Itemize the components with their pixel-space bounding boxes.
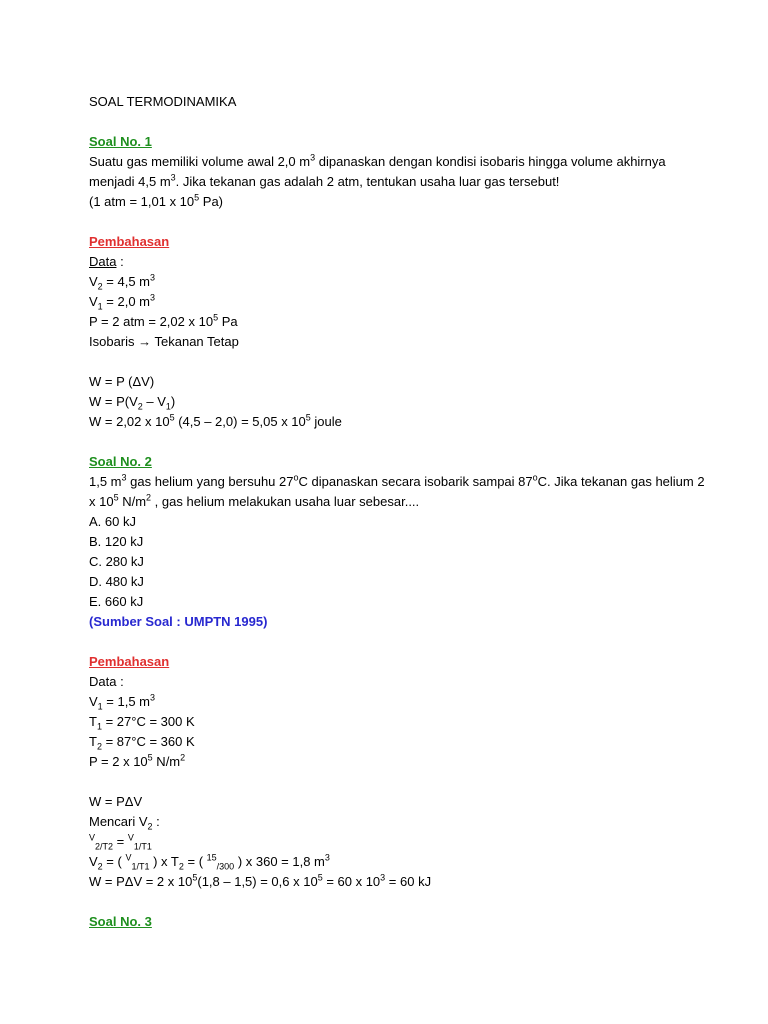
pembahasan-2-ratio: $^V_{2/T2}$ = $^V_{1/T1}$ xyxy=(89,832,152,852)
soal-2-option-c: C. 280 kJ xyxy=(89,554,144,569)
soal-2-option-a: A. 60 kJ xyxy=(89,514,136,529)
pembahasan-2-data-label: Data : xyxy=(89,674,124,689)
soal-2-source: (Sumber Soal : UMPTN 1995) xyxy=(89,614,268,629)
soal-1-line-3: (1 atm = 1,01 x $10^5$ Pa) xyxy=(89,192,224,209)
soal-3-heading: Soal No. 3 xyxy=(89,914,152,929)
soal-2-line-1: 1,5 $m^3$ gas helium yang bersuhu 27$^o$C dipanaskan secara isobarik sampai 87$^o$C. Jika tekanan gas helium 2 xyxy=(89,472,705,489)
document-page xyxy=(89,92,729,932)
soal-2-option-b: B. 120 kJ xyxy=(89,534,144,549)
soal-1-line-2: menjadi 4,5 $m^3$. Jika tekanan gas adalah 2 atm, tentukan usaha luar gas tersebut! xyxy=(89,172,560,189)
pembahasan-2-heading: Pembahasan xyxy=(89,654,170,669)
pembahasan-1-work-step: $W = P(V_2 - V_1)$ xyxy=(89,394,176,412)
pembahasan-2-mencari: Mencari $V_2$ : xyxy=(89,814,160,832)
soal-1-line-1: Suatu gas memiliki volume awal 2,0 $m^3$ dipanaskan dengan kondisi isobaris hingga volume akhirnya xyxy=(89,152,666,169)
soal-2-option-d: D. 480 kJ xyxy=(89,574,144,589)
pembahasan-1-pressure: P = 2 atm = 2,02 x $10^5$ Pa xyxy=(89,312,238,329)
soal-1-heading: Soal No. 1 xyxy=(89,134,152,149)
pembahasan-1-heading: Pembahasan xyxy=(89,234,170,249)
pembahasan-2-t2: $T_2 = 87^\circ C = 360$ K xyxy=(89,734,195,752)
pembahasan-2-v2-calc: $V_2$ = ( $^V_{1/T1}$ ) x $T_2$ = ( $^{15}_{/300}$ ) x 360 = 1,8 $m^3$ xyxy=(89,852,330,872)
soal-2-line-2: x $10^5$ $N/m^2$ , gas helium melakukan usaha luar sebesar.... xyxy=(89,492,420,509)
soal-2-option-e: E. 660 kJ xyxy=(89,594,144,609)
pembahasan-1-work-formula: W = P (ΔV) xyxy=(89,374,155,389)
pembahasan-2-pressure: P = 2 x $10^5$ $N/m^2$ xyxy=(89,752,186,769)
pembahasan-2-work-result: W = PΔV = 2 x $10^5(1,8 - 1,5) = 0,6$ x $10^5 = 60$ x $10^3 = 60$ kJ xyxy=(89,872,432,889)
pembahasan-1-v2: $V_2 = 4,5$ $m^3$ xyxy=(89,272,156,292)
pembahasan-1-data-label: Data : xyxy=(89,254,124,269)
pembahasan-1-work-result: W = 2,02 x $10^5$ (4,5 – 2,0) = 5,05 x $10^5$ joule xyxy=(89,412,342,429)
pembahasan-1-v1: $V_1 = 2,0$ $m^3$ xyxy=(89,292,156,312)
document-title: SOAL TERMODINAMIKA xyxy=(89,94,237,109)
pembahasan-2-v1: $V_1 = 1,5$ $m^3$ xyxy=(89,692,156,712)
pembahasan-1-isobaris: Isobaris → Tekanan Tetap xyxy=(89,334,239,349)
pembahasan-2-work-formula: W = PΔV xyxy=(89,794,143,809)
pembahasan-2-t1: $T_1 = 27^\circ C = 300$ K xyxy=(89,714,195,732)
soal-2-heading: Soal No. 2 xyxy=(89,454,152,469)
